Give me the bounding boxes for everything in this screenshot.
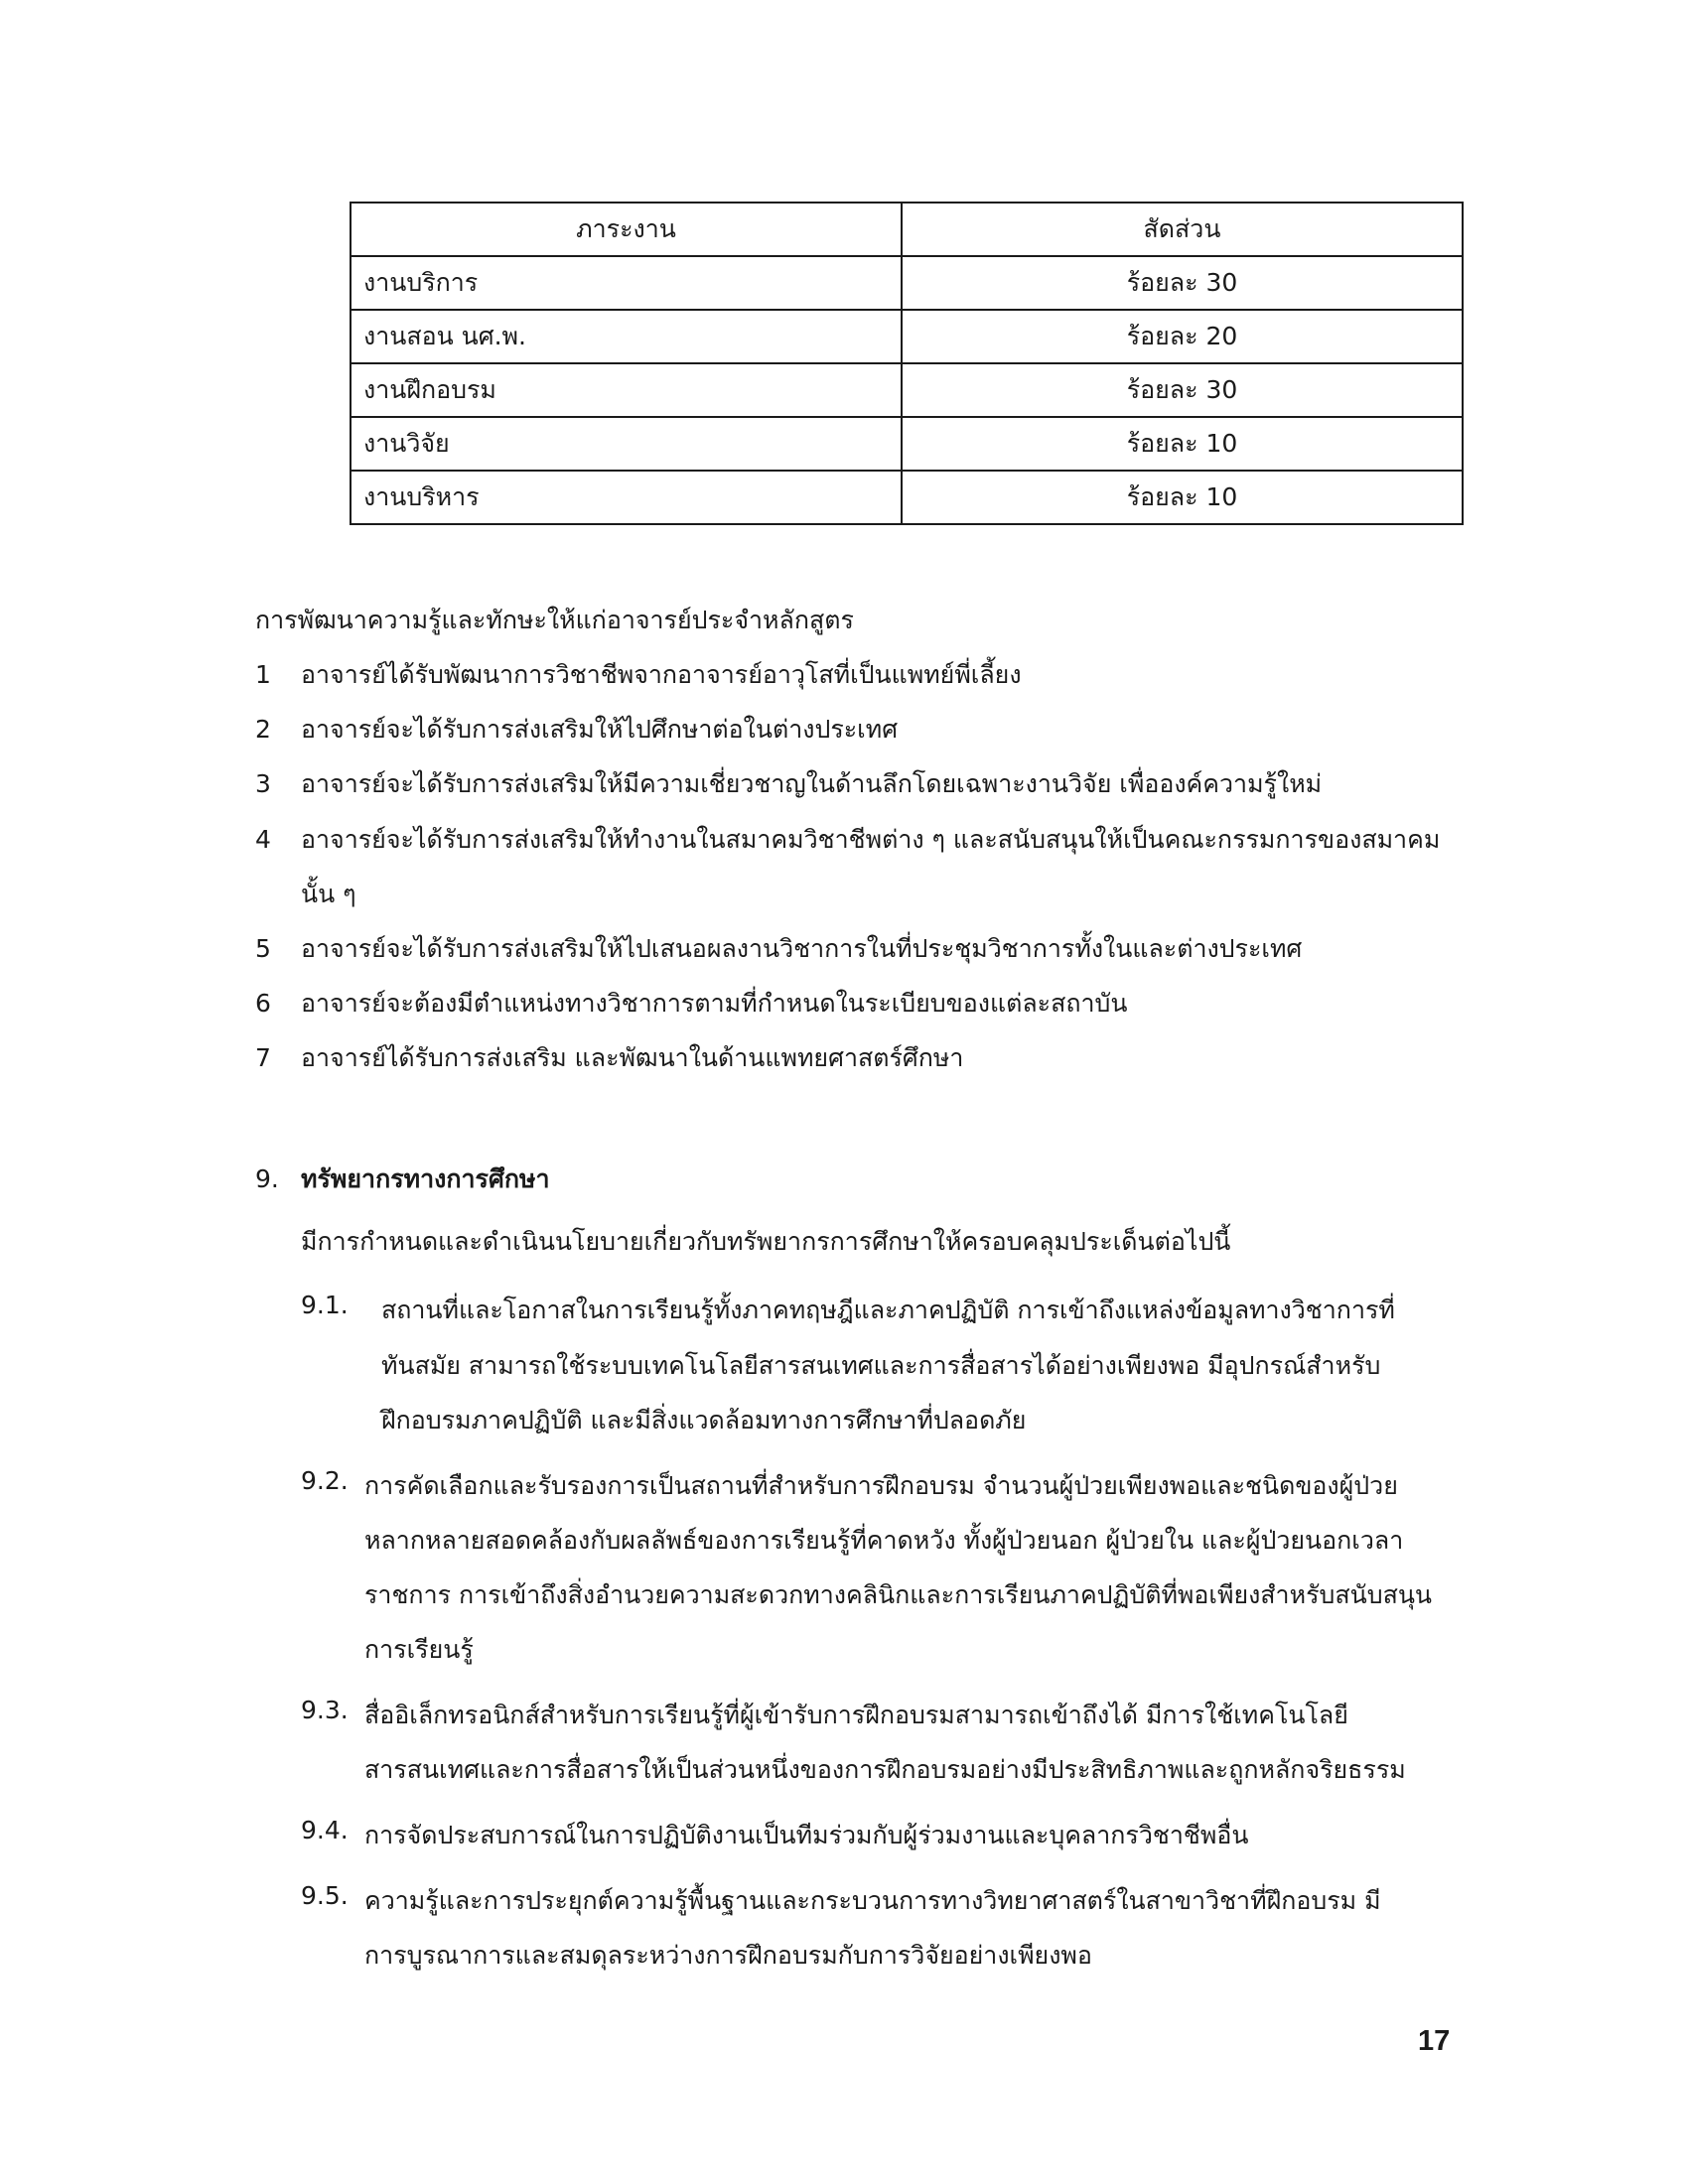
subsection-number: 9.4.: [301, 1816, 349, 1844]
ratio-cell: ร้อยละ 10: [902, 417, 1463, 471]
page-number: 17: [1418, 2025, 1451, 2057]
column-header-workload: ภาระงาน: [351, 203, 902, 256]
list-item-number: 5: [255, 934, 271, 963]
ratio-cell: ร้อยละ 10: [902, 471, 1463, 524]
list-item: [255, 820, 1440, 860]
list-item-number: 2: [255, 715, 271, 744]
ratio-cell: ร้อยละ 30: [902, 256, 1463, 310]
subsection-number: 9.2.: [301, 1466, 349, 1495]
list-item: [255, 984, 1127, 1024]
subsection-line: การคัดเลือกและรับรองการเป็นสถานที่สำหรับการฝึกอบรม จำนวนผู้ป่วยเพียงพอและชนิดของผู้ป่วย: [364, 1471, 1398, 1500]
subsection-line: การเรียนรู้: [364, 1635, 474, 1664]
task-cell: งานสอน นศ.พ.: [351, 310, 902, 363]
table-row: [351, 363, 1463, 417]
table-row: [351, 471, 1463, 524]
list-item-text: อาจารย์ได้รับการส่งเสริม และพัฒนาในด้านแพทยศาสตร์ศึกษา: [301, 1043, 964, 1072]
list-item-text: อาจารย์จะได้รับการส่งเสริมให้ทำงานในสมาคมวิชาชีพต่าง ๆ และสนับสนุนให้เป็นคณะกรรมการของสมาคม: [301, 825, 1441, 854]
list-item-number: 3: [255, 769, 271, 798]
subsection-line: ความรู้และการประยุกต์ความรู้พื้นฐานและกระบวนการทางวิทยาศาสตร์ในสาขาวิชาที่ฝึกอบรม มี: [364, 1886, 1381, 1915]
development-heading: การพัฒนาความรู้และทักษะให้แก่อาจารย์ประจำหลักสูตร: [255, 606, 854, 634]
list-item: [255, 655, 1022, 695]
ratio-cell: ร้อยละ 20: [902, 310, 1463, 363]
subsection-line: ฝึกอบรมภาคปฏิบัติ และมีสิ่งแวดล้อมทางการศึกษาที่ปลอดภัย: [381, 1406, 1027, 1434]
table-row: [351, 417, 1463, 471]
subsection-line: ทันสมัย สามารถใช้ระบบเทคโนโลยีสารสนเทศและการสื่อสารได้อย่างเพียงพอ มีอุปกรณ์สำหรับ: [381, 1351, 1381, 1380]
list-item-text: อาจารย์จะต้องมีตำแหน่งทางวิชาการตามที่กำหนดในระเบียบของแต่ละสถาบัน: [301, 989, 1128, 1018]
table-header-row: [351, 203, 1463, 256]
table-row: [351, 256, 1463, 310]
task-cell: งานฝึกอบรม: [351, 363, 902, 417]
column-header-ratio: สัดส่วน: [902, 203, 1463, 256]
list-item-text: อาจารย์จะได้รับการส่งเสริมให้ไปเสนอผลงานวิชาการในที่ประชุมวิชาการทั้งในและต่างประเทศ: [301, 934, 1303, 963]
task-cell: งานบริหาร: [351, 471, 902, 524]
subsection-line: การบูรณาการและสมดุลระหว่างการฝึกอบรมกับการวิจัยอย่างเพียงพอ: [364, 1941, 1092, 1970]
section-title: ทรัพยากรทางการศึกษา: [301, 1164, 550, 1193]
table-row: [351, 310, 1463, 363]
workload-table: [350, 202, 1464, 525]
subsection-line: การจัดประสบการณ์ในการปฏิบัติงานเป็นทีมร่วมกับผู้ร่วมงานและบุคลากรวิชาชีพอื่น: [364, 1821, 1249, 1849]
list-item-number: 7: [255, 1043, 271, 1072]
subsection-line: สถานที่และโอกาสในการเรียนรู้ทั้งภาคทฤษฎีและภาคปฏิบัติ การเข้าถึงแหล่งข้อมูลทางวิชาการที่: [381, 1296, 1395, 1324]
list-item: [255, 710, 898, 750]
list-item-text: อาจารย์ได้รับพัฒนาการวิชาชีพจากอาจารย์อาวุโสที่เป็นแพทย์พี่เลี้ยง: [301, 660, 1022, 689]
list-item: [255, 1038, 963, 1078]
ratio-cell: ร้อยละ 30: [902, 363, 1463, 417]
task-cell: งานบริการ: [351, 256, 902, 310]
subsection-number: 9.5.: [301, 1881, 349, 1910]
section-number: 9.: [255, 1164, 279, 1193]
section-intro: มีการกำหนดและดำเนินนโยบายเกี่ยวกับทรัพยากรการศึกษาให้ครอบคลุมประเด็นต่อไปนี้: [301, 1227, 1231, 1256]
list-item-text: อาจารย์จะได้รับการส่งเสริมให้ไปศึกษาต่อในต่างประเทศ: [301, 715, 899, 744]
subsection-number: 9.3.: [301, 1696, 349, 1724]
subsection-line: ราชการ การเข้าถึงสิ่งอำนวยความสะดวกทางคลินิกและการเรียนภาคปฏิบัติที่พอเพียงสำหรับสนับสนุน: [364, 1580, 1433, 1609]
subsection-number: 9.1.: [301, 1291, 349, 1319]
list-item-number: 1: [255, 660, 271, 689]
list-item-continuation: นั้น ๆ: [301, 880, 356, 908]
subsection-line: หลากหลายสอดคล้องกับผลลัพธ์ของการเรียนรู้ที่คาดหวัง ทั้งผู้ป่วยนอก ผู้ป่วยใน และผู้ป่วยนอกเวลา: [364, 1526, 1404, 1555]
list-item: [255, 929, 1302, 969]
section-heading: [255, 1160, 550, 1199]
subsection-line: สื่ออิเล็กทรอนิกส์สำหรับการเรียนรู้ที่ผู้เข้ารับการฝึกอบรมสามารถเข้าถึงได้ มีการใช้เทคโนโลยี: [364, 1701, 1348, 1729]
list-item-number: 4: [255, 825, 271, 854]
list-item-number: 6: [255, 989, 271, 1018]
list-item: [255, 764, 1322, 804]
subsection-line: สารสนเทศและการสื่อสารให้เป็นส่วนหนึ่งของการฝึกอบรมอย่างมีประสิทธิภาพและถูกหลักจริยธรรม: [364, 1755, 1406, 1784]
task-cell: งานวิจัย: [351, 417, 902, 471]
list-item-text: อาจารย์จะได้รับการส่งเสริมให้มีความเชี่ยวชาญในด้านลึกโดยเฉพาะงานวิจัย เพื่อองค์ความรู้ใหม่: [301, 769, 1323, 798]
